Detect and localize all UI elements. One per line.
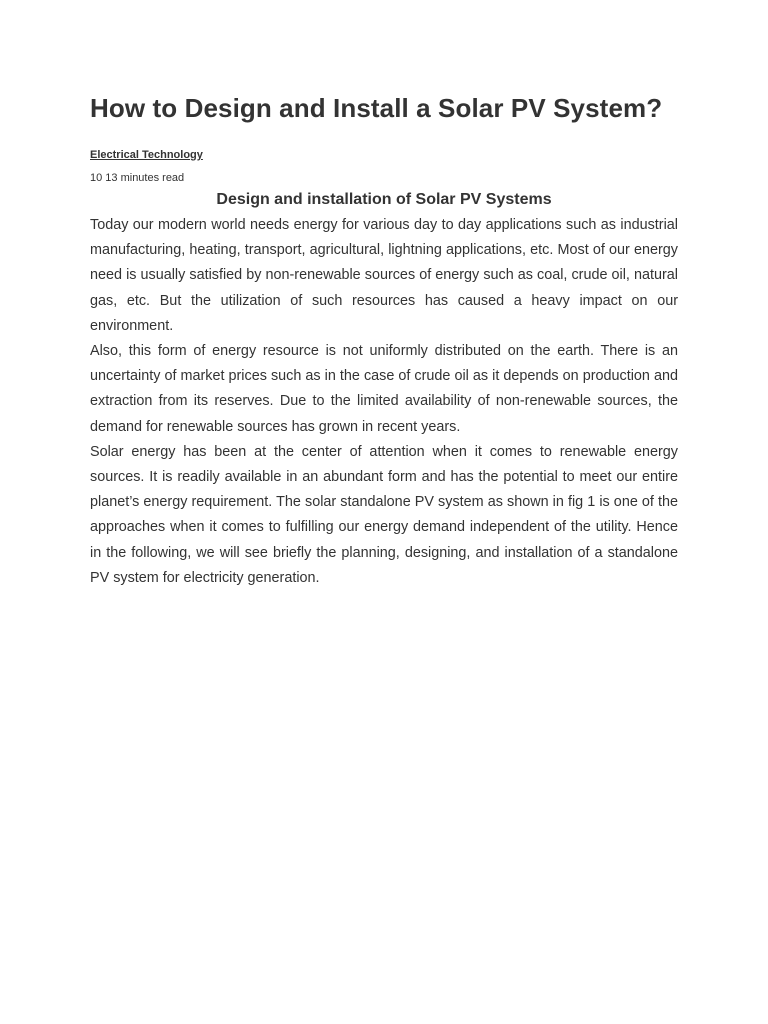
article-body <box>90 213 678 591</box>
paragraph: Also, this form of energy resource is not uniformly distributed on the earth. There is an uncertainty of market prices such as in the case of crude oil as it depends on production and extraction from its reserves. Due to the limited availability of non-renewable sources, the demand for renewable sources has grown in recent years. <box>90 343 678 435</box>
paragraph: Today our modern world needs energy for various day to day applications such as industrial manufacturing, heating, transport, agricultural, lightning applications, etc. Most of our energy need is usually satisfied by non-renewable sources of energy such as coal, crude oil, natural gas, etc. But the utilization of such resources has caused a heavy impact on our environment. <box>90 217 678 334</box>
section-heading: Design and installation of Solar PV Systems <box>216 191 552 208</box>
article-title: How to Design and Install a Solar PV System? <box>90 93 663 123</box>
author-link[interactable]: Electrical Technology <box>90 149 203 161</box>
paragraph: Solar energy has been at the center of attention when it comes to renewable energy sources. It is readily available in an abundant form and has the potential to meet our entire planet’s energy requirement. The solar standalone PV system as shown in fig 1 is one of the approaches when it comes to fulfilling our energy demand independent of the utility. Hence in the following, we will see briefly the planning, designing, and installation of a standalone PV system for electricity generation. <box>90 443 678 586</box>
read-time: 10 13 minutes read <box>90 172 185 184</box>
